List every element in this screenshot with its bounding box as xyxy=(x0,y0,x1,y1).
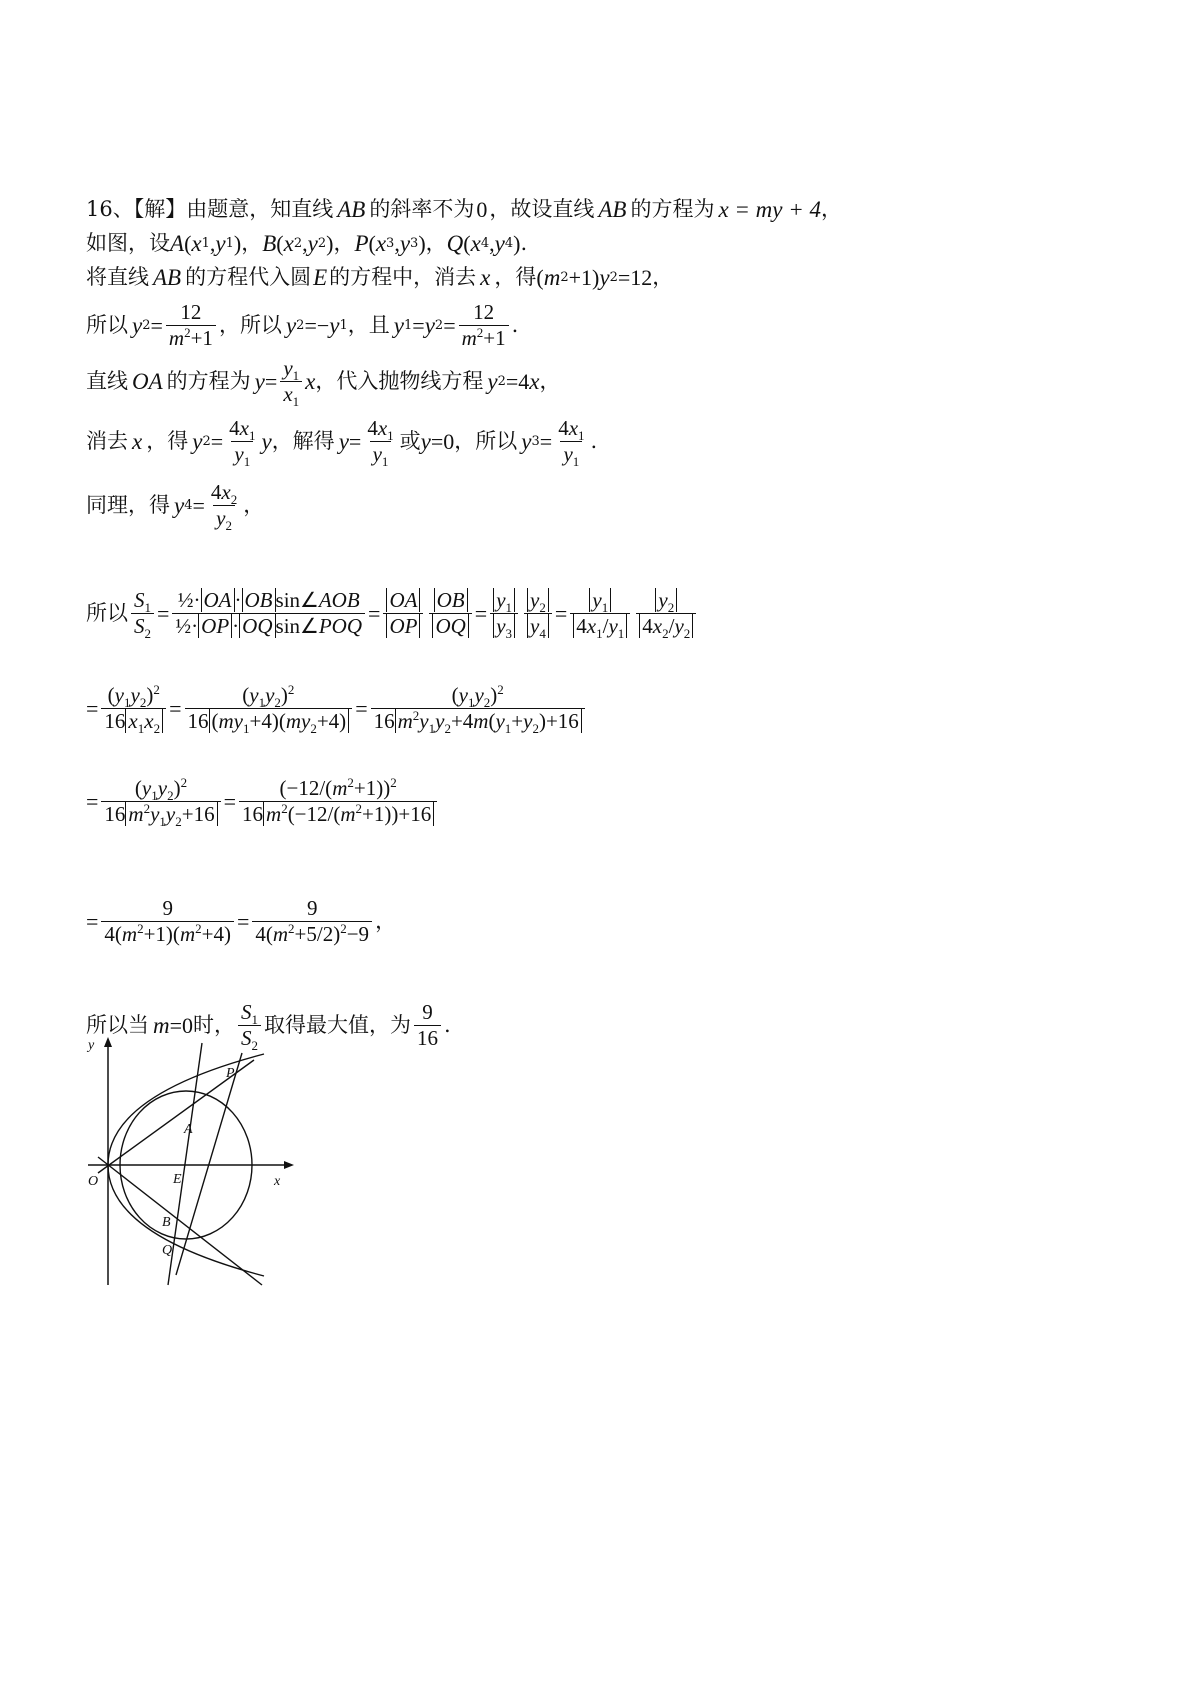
line-4: 所以 y 2 = $\frac{12}{m^2+1}$ ， 所以 y 2 =− y 1 ，且 y 1 = y 2 = $\frac{12}{m^2+1}$ . xyxy=(86,300,519,350)
label-q: Q xyxy=(162,1243,173,1258)
label-a: A xyxy=(184,1122,193,1137)
line-3: 将直线 AB 的方程代入圆 E 的方程中，消去 x ，得 ( m 2 +1 ) y 2 =12 ， xyxy=(86,264,674,290)
line-12: 所以当 m =0 时， $\frac{S_1}{S_2}$ 取得最大值，为 $\frac{9}{16}$ . xyxy=(86,1000,451,1054)
line-7: 同理，得 y 4 = $\frac{4x_2}{y_2}$ ， xyxy=(86,480,265,534)
line-2: 如图，设 A ( x 1 , y 1 ) ， B ( x 2 , y 2 ) ， P ( x 3 , y 3 ) ， Q ( x 4 , y 4 ) . xyxy=(86,230,528,256)
line-9: = $\frac{(y_1y_2)^2}{16 x_1x_2}$ = $\frac{(y_1y_2)^2}{16 (my_1+4)(my_2+4)}$ = $\frac{(y_1y_2)^2}{16 m^2y_1y_2+4m(y_1+y_2)+16}$ xyxy=(86,685,588,732)
label-y: y xyxy=(88,1038,95,1053)
label-p: P xyxy=(226,1066,235,1081)
line-pq xyxy=(176,1053,242,1275)
label-e: E xyxy=(173,1172,182,1187)
line-5: 直线 OA 的方程为 y = $\frac{y_1}{x_1}$ x ，代入抛物线方程 y 2 =4 x ， xyxy=(86,356,561,410)
line-11: = $\frac{9}{4(m^2+1)(m^2+4)}$ = $\frac{9}{4(m^2+5/2)^2-9}$ ， xyxy=(86,896,397,946)
line-1: 16、【解】 由题意，知直线 AB 的斜率不为 0 ，故设直线 AB 的方程为 x = my + 4 ， xyxy=(86,196,843,222)
heading: 16、【解】 xyxy=(86,197,187,221)
geometry-figure xyxy=(80,1035,320,1295)
label-o: O xyxy=(88,1174,99,1189)
label-b: B xyxy=(162,1215,171,1230)
line-8: 所以 $\frac{S_1}{S_2}$ = $\frac{\text{½· OA · OB sin∠AOB}}{\text{½· OP · OQ sin∠POQ}}$ = $\frac{OA}{OP}$ $\frac{OB}{OQ}$ = $\frac{y_1}{y_3}$ $\frac{y_2}{y_4}$ = $\frac{y_1}{4x_1/y_1}$ $\frac{y_2}{4x_2/y_2}$ xyxy=(86,590,699,637)
line-10: = $\frac{(y_1y_2)^2}{16 m^2y_1y_2+16}$ = $\frac{(-12/(m^2+1))^2}{16 m^2(-12/(m^2+1))+16}$ xyxy=(86,778,440,825)
line-6: 消去 x ，得 y 2 = $\frac{4x_1}{y_1}$ y ，解得 y = $\frac{4x_1}{y_1}$ 或 y =0 ， 所以 y 3 = $\frac{4x_1}{y_1}$ . xyxy=(86,416,598,470)
label-x: x xyxy=(274,1174,281,1189)
